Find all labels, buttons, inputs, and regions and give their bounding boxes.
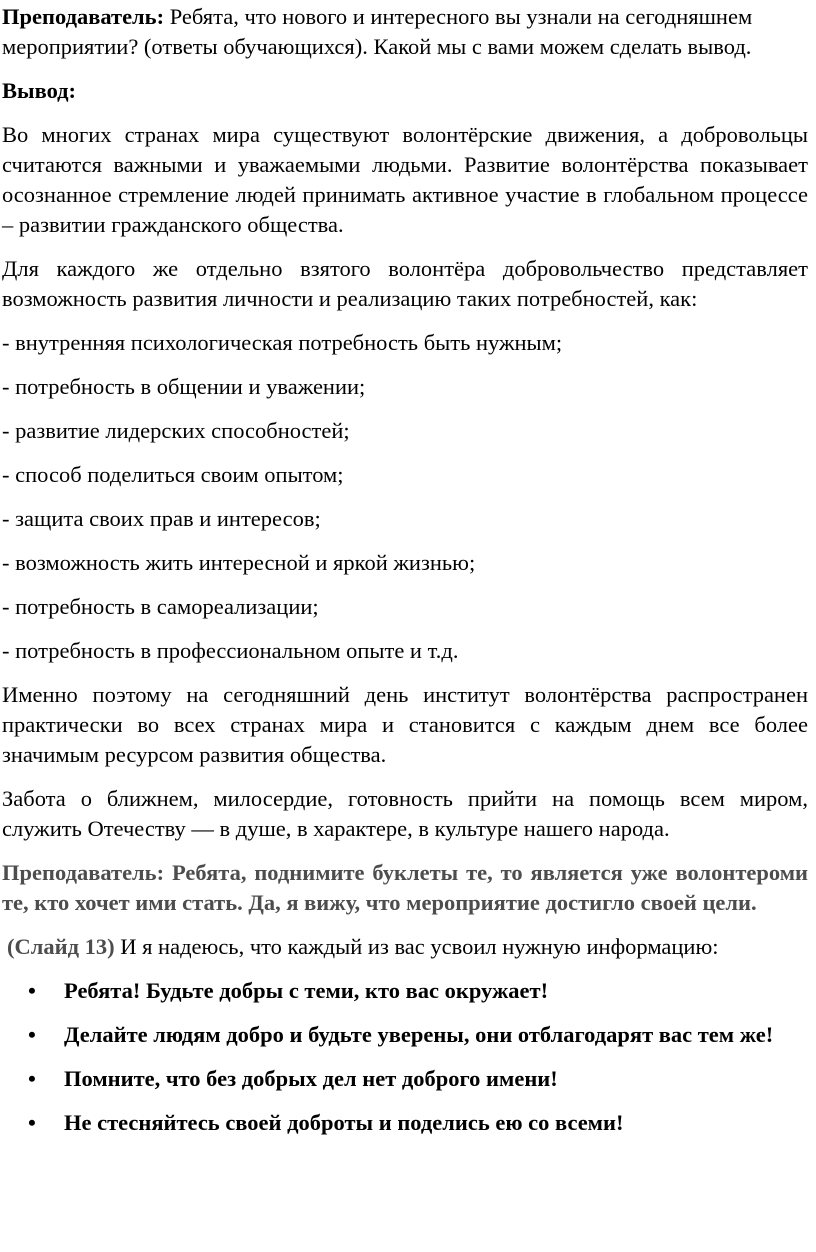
slide-line [2, 932, 808, 962]
paragraph-care: Забота о ближнем, милосердие, готовность прийти на помощь всем миром, служить Отечеству — в душе, в характере, в культуре нашего народа. [2, 786, 808, 841]
paragraph-institute: Именно поэтому на сегодняшний день институт волонтёрства распространен практически во всех странах мира и становится с каждым днем все более значимым ресурсом развития общества. [2, 682, 808, 767]
bullet-icon: • [28, 978, 36, 1003]
key-point-2: • Делайте людям добро и будьте уверены, они отблагодарят вас тем же! [28, 1020, 808, 1050]
need-item-4: - способ поделиться своим опытом; [2, 462, 344, 487]
need-item-8: - потребность в профессиональном опыте и т.д. [2, 638, 459, 663]
paragraph-volunteer-movements: Во многих странах мира существуют волонтёрские движения, а добровольцы считаются важными и уважаемыми людьми. Развитие волонтёрства показывает осознанное стремление людей принимать активное участие в глобальном процессе – развитии гражданского общества. [2, 122, 808, 237]
key-point-4: • Не стесняйтесь своей доброты и поделись ею со всеми! [28, 1108, 808, 1138]
need-item-2: - потребность в общении и уважении; [2, 374, 366, 399]
need-item-6: - возможность жить интересной и яркой жизнью; [2, 550, 476, 575]
teacher-closing-paragraph [2, 858, 808, 918]
intro-speaker: Преподаватель: [2, 4, 165, 29]
slide-label: (Слайд 13) [7, 934, 115, 959]
key-point-3: • Помните, что без добрых дел нет доброго имени! [28, 1064, 808, 1094]
bullet-icon: • [28, 1066, 36, 1091]
bullet-icon: • [28, 1110, 36, 1135]
paragraph-personal-development: Для каждого же отдельно взятого волонтёра добровольчество представляет возможность развития личности и реализацию таких потребностей, как: [2, 256, 808, 311]
need-item-7: - потребность в самореализации; [2, 594, 319, 619]
teacher-closing-speaker: Преподаватель: [2, 860, 165, 885]
need-item-1: - внутренняя психологическая потребность быть нужным; [2, 330, 563, 355]
intro-text: Ребята, что нового и интересного вы узнали на сегодняшнем мероприятии? (ответы обучающихся). Какой мы с вами можем сделать вывод. [2, 4, 753, 59]
bullet-icon: • [28, 1022, 36, 1047]
need-item-3: - развитие лидерских способностей; [2, 418, 350, 443]
teacher-closing-text: Ребята, поднимите буклеты те, то является уже волонтероми те, кто хочет ими стать. Да, я вижу, что мероприятие достигло своей цели. [2, 860, 808, 915]
need-item-5: - защита своих прав и интересов; [2, 506, 321, 531]
conclusion-heading: Вывод: [2, 78, 77, 103]
key-points-list [2, 976, 808, 1138]
slide-line-text: И я надеюсь, что каждый из вас усвоил нужную информацию: [114, 934, 719, 959]
key-point-1: • Ребята! Будьте добры с теми, кто вас окружает! [28, 976, 808, 1006]
intro-paragraph [2, 2, 808, 62]
